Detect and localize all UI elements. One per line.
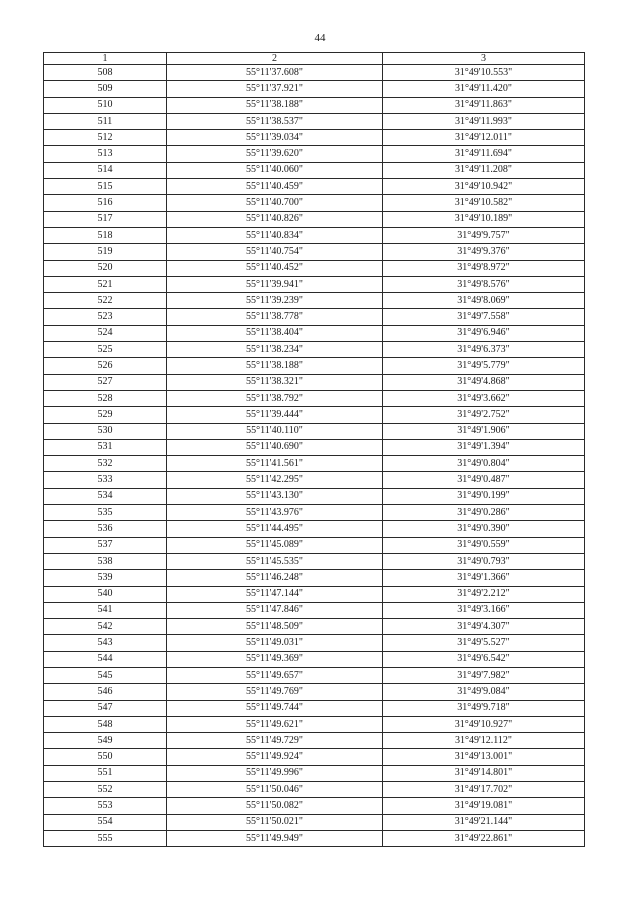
- cell-point-number: 525: [44, 342, 167, 358]
- cell-latitude: 55°11'39.034": [167, 130, 383, 146]
- table-row: [44, 782, 585, 798]
- cell-latitude: 55°11'40.834": [167, 227, 383, 243]
- cell-latitude: 55°11'40.110": [167, 423, 383, 439]
- cell-latitude: 55°11'45.089": [167, 537, 383, 553]
- cell-point-number: 528: [44, 390, 167, 406]
- cell-point-number: 520: [44, 260, 167, 276]
- cell-longitude: 31°49'14.801": [383, 765, 585, 781]
- cell-point-number: 551: [44, 765, 167, 781]
- table-row: [44, 146, 585, 162]
- table-row: [44, 765, 585, 781]
- header-point-number: 1: [44, 53, 167, 65]
- table-row: [44, 407, 585, 423]
- cell-point-number: 555: [44, 830, 167, 846]
- cell-point-number: 538: [44, 553, 167, 569]
- cell-longitude: 31°49'9.757": [383, 227, 585, 243]
- cell-latitude: 55°11'50.082": [167, 798, 383, 814]
- table-row: [44, 390, 585, 406]
- cell-point-number: 524: [44, 325, 167, 341]
- header-longitude: 3: [383, 53, 585, 65]
- cell-point-number: 529: [44, 407, 167, 423]
- cell-latitude: 55°11'40.754": [167, 244, 383, 260]
- cell-longitude: 31°49'6.542": [383, 651, 585, 667]
- cell-point-number: 531: [44, 439, 167, 455]
- cell-point-number: 515: [44, 179, 167, 195]
- cell-longitude: 31°49'9.084": [383, 684, 585, 700]
- cell-longitude: 31°49'9.376": [383, 244, 585, 260]
- cell-point-number: 539: [44, 570, 167, 586]
- cell-latitude: 55°11'49.369": [167, 651, 383, 667]
- cell-latitude: 55°11'40.826": [167, 211, 383, 227]
- cell-longitude: 31°49'0.487": [383, 472, 585, 488]
- cell-longitude: 31°49'12.112": [383, 733, 585, 749]
- cell-point-number: 552: [44, 782, 167, 798]
- cell-latitude: 55°11'43.130": [167, 488, 383, 504]
- cell-latitude: 55°11'49.769": [167, 684, 383, 700]
- cell-point-number: 549: [44, 733, 167, 749]
- cell-longitude: 31°49'11.863": [383, 97, 585, 113]
- cell-latitude: 55°11'50.046": [167, 782, 383, 798]
- cell-point-number: 554: [44, 814, 167, 830]
- cell-point-number: 508: [44, 65, 167, 81]
- table-row: [44, 293, 585, 309]
- cell-point-number: 522: [44, 293, 167, 309]
- cell-point-number: 550: [44, 749, 167, 765]
- cell-point-number: 526: [44, 358, 167, 374]
- cell-point-number: 542: [44, 619, 167, 635]
- cell-latitude: 55°11'49.949": [167, 830, 383, 846]
- cell-point-number: 533: [44, 472, 167, 488]
- table-row: [44, 162, 585, 178]
- cell-longitude: 31°49'1.394": [383, 439, 585, 455]
- table-row: [44, 700, 585, 716]
- table-row: [44, 456, 585, 472]
- cell-point-number: 547: [44, 700, 167, 716]
- cell-point-number: 517: [44, 211, 167, 227]
- cell-longitude: 31°49'12.011": [383, 130, 585, 146]
- cell-point-number: 523: [44, 309, 167, 325]
- cell-latitude: 55°11'39.239": [167, 293, 383, 309]
- cell-longitude: 31°49'2.752": [383, 407, 585, 423]
- cell-latitude: 55°11'43.976": [167, 505, 383, 521]
- cell-point-number: 511: [44, 113, 167, 129]
- cell-latitude: 55°11'38.188": [167, 358, 383, 374]
- cell-longitude: 31°49'5.779": [383, 358, 585, 374]
- table-row: [44, 667, 585, 683]
- cell-point-number: 509: [44, 81, 167, 97]
- cell-point-number: 541: [44, 602, 167, 618]
- table-row: [44, 521, 585, 537]
- cell-latitude: 55°11'40.700": [167, 195, 383, 211]
- cell-latitude: 55°11'40.060": [167, 162, 383, 178]
- cell-point-number: 535: [44, 505, 167, 521]
- table-row: [44, 260, 585, 276]
- cell-latitude: 55°11'49.744": [167, 700, 383, 716]
- cell-latitude: 55°11'49.621": [167, 716, 383, 732]
- cell-longitude: 31°49'10.553": [383, 65, 585, 81]
- cell-longitude: 31°49'3.662": [383, 390, 585, 406]
- cell-latitude: 55°11'46.248": [167, 570, 383, 586]
- table-row: [44, 488, 585, 504]
- cell-longitude: 31°49'7.982": [383, 667, 585, 683]
- table-row: [44, 211, 585, 227]
- table-row: [44, 325, 585, 341]
- cell-point-number: 545: [44, 667, 167, 683]
- cell-point-number: 540: [44, 586, 167, 602]
- table-row: [44, 651, 585, 667]
- cell-longitude: 31°49'0.804": [383, 456, 585, 472]
- cell-latitude: 55°11'40.459": [167, 179, 383, 195]
- table-row: [44, 505, 585, 521]
- cell-latitude: 55°11'39.620": [167, 146, 383, 162]
- table-row: [44, 227, 585, 243]
- cell-latitude: 55°11'38.404": [167, 325, 383, 341]
- cell-point-number: 519: [44, 244, 167, 260]
- cell-latitude: 55°11'38.321": [167, 374, 383, 390]
- table-row: [44, 537, 585, 553]
- cell-longitude: 31°49'4.307": [383, 619, 585, 635]
- cell-longitude: 31°49'1.906": [383, 423, 585, 439]
- cell-longitude: 31°49'1.366": [383, 570, 585, 586]
- cell-latitude: 55°11'45.535": [167, 553, 383, 569]
- cell-latitude: 55°11'38.537": [167, 113, 383, 129]
- table-row: [44, 276, 585, 292]
- cell-longitude: 31°49'19.081": [383, 798, 585, 814]
- table-row: [44, 97, 585, 113]
- table-row: [44, 374, 585, 390]
- coordinates-table: [43, 52, 585, 847]
- cell-latitude: 55°11'49.031": [167, 635, 383, 651]
- cell-latitude: 55°11'49.729": [167, 733, 383, 749]
- cell-point-number: 553: [44, 798, 167, 814]
- cell-longitude: 31°49'6.373": [383, 342, 585, 358]
- cell-point-number: 537: [44, 537, 167, 553]
- cell-longitude: 31°49'6.946": [383, 325, 585, 341]
- table-row: [44, 602, 585, 618]
- header-latitude: 2: [167, 53, 383, 65]
- header-row: [44, 53, 585, 65]
- cell-point-number: 546: [44, 684, 167, 700]
- cell-latitude: 55°11'39.444": [167, 407, 383, 423]
- table-row: [44, 570, 585, 586]
- cell-longitude: 31°49'11.694": [383, 146, 585, 162]
- cell-point-number: 514: [44, 162, 167, 178]
- cell-longitude: 31°49'10.942": [383, 179, 585, 195]
- table-row: [44, 130, 585, 146]
- cell-point-number: 512: [44, 130, 167, 146]
- table-row: [44, 423, 585, 439]
- cell-latitude: 55°11'39.941": [167, 276, 383, 292]
- cell-longitude: 31°49'0.559": [383, 537, 585, 553]
- table-row: [44, 684, 585, 700]
- cell-point-number: 543: [44, 635, 167, 651]
- cell-longitude: 31°49'5.527": [383, 635, 585, 651]
- cell-point-number: 532: [44, 456, 167, 472]
- cell-latitude: 55°11'48.509": [167, 619, 383, 635]
- cell-longitude: 31°49'7.558": [383, 309, 585, 325]
- cell-point-number: 544: [44, 651, 167, 667]
- cell-latitude: 55°11'40.690": [167, 439, 383, 455]
- cell-latitude: 55°11'49.657": [167, 667, 383, 683]
- cell-longitude: 31°49'3.166": [383, 602, 585, 618]
- page-number: 44: [314, 32, 326, 44]
- cell-latitude: 55°11'44.495": [167, 521, 383, 537]
- table-body: [44, 65, 585, 847]
- table-row: [44, 586, 585, 602]
- cell-point-number: 536: [44, 521, 167, 537]
- cell-longitude: 31°49'9.718": [383, 700, 585, 716]
- cell-point-number: 516: [44, 195, 167, 211]
- cell-longitude: 31°49'21.144": [383, 814, 585, 830]
- cell-longitude: 31°49'17.702": [383, 782, 585, 798]
- cell-latitude: 55°11'37.608": [167, 65, 383, 81]
- cell-longitude: 31°49'10.189": [383, 211, 585, 227]
- table-row: [44, 358, 585, 374]
- cell-latitude: 55°11'38.778": [167, 309, 383, 325]
- cell-longitude: 31°49'22.861": [383, 830, 585, 846]
- cell-longitude: 31°49'11.420": [383, 81, 585, 97]
- cell-latitude: 55°11'49.996": [167, 765, 383, 781]
- cell-longitude: 31°49'0.286": [383, 505, 585, 521]
- cell-point-number: 527: [44, 374, 167, 390]
- table-row: [44, 472, 585, 488]
- table-row: [44, 619, 585, 635]
- table-row: [44, 749, 585, 765]
- cell-longitude: 31°49'0.199": [383, 488, 585, 504]
- cell-point-number: 510: [44, 97, 167, 113]
- cell-latitude: 55°11'49.924": [167, 749, 383, 765]
- table-row: [44, 733, 585, 749]
- cell-latitude: 55°11'42.295": [167, 472, 383, 488]
- table-row: [44, 798, 585, 814]
- table-row: [44, 81, 585, 97]
- cell-longitude: 31°49'0.793": [383, 553, 585, 569]
- table-header: [44, 53, 585, 65]
- cell-latitude: 55°11'38.188": [167, 97, 383, 113]
- cell-point-number: 548: [44, 716, 167, 732]
- table-row: [44, 342, 585, 358]
- cell-longitude: 31°49'8.576": [383, 276, 585, 292]
- cell-latitude: 55°11'38.234": [167, 342, 383, 358]
- cell-latitude: 55°11'38.792": [167, 390, 383, 406]
- cell-longitude: 31°49'11.208": [383, 162, 585, 178]
- cell-longitude: 31°49'10.582": [383, 195, 585, 211]
- cell-point-number: 518: [44, 227, 167, 243]
- table-row: [44, 830, 585, 846]
- table-row: [44, 635, 585, 651]
- cell-point-number: 513: [44, 146, 167, 162]
- cell-longitude: 31°49'10.927": [383, 716, 585, 732]
- table-row: [44, 814, 585, 830]
- cell-longitude: 31°49'8.069": [383, 293, 585, 309]
- table-row: [44, 195, 585, 211]
- cell-latitude: 55°11'37.921": [167, 81, 383, 97]
- cell-point-number: 521: [44, 276, 167, 292]
- cell-latitude: 55°11'41.561": [167, 456, 383, 472]
- table-row: [44, 179, 585, 195]
- cell-longitude: 31°49'13.001": [383, 749, 585, 765]
- table-row: [44, 716, 585, 732]
- table-row: [44, 439, 585, 455]
- table-row: [44, 244, 585, 260]
- cell-longitude: 31°49'8.972": [383, 260, 585, 276]
- table-row: [44, 113, 585, 129]
- table-row: [44, 553, 585, 569]
- cell-latitude: 55°11'40.452": [167, 260, 383, 276]
- cell-latitude: 55°11'50.021": [167, 814, 383, 830]
- table-row: [44, 65, 585, 81]
- cell-longitude: 31°49'0.390": [383, 521, 585, 537]
- table-row: [44, 309, 585, 325]
- cell-longitude: 31°49'4.868": [383, 374, 585, 390]
- cell-longitude: 31°49'2.212": [383, 586, 585, 602]
- cell-point-number: 530: [44, 423, 167, 439]
- cell-latitude: 55°11'47.144": [167, 586, 383, 602]
- cell-longitude: 31°49'11.993": [383, 113, 585, 129]
- cell-point-number: 534: [44, 488, 167, 504]
- cell-latitude: 55°11'47.846": [167, 602, 383, 618]
